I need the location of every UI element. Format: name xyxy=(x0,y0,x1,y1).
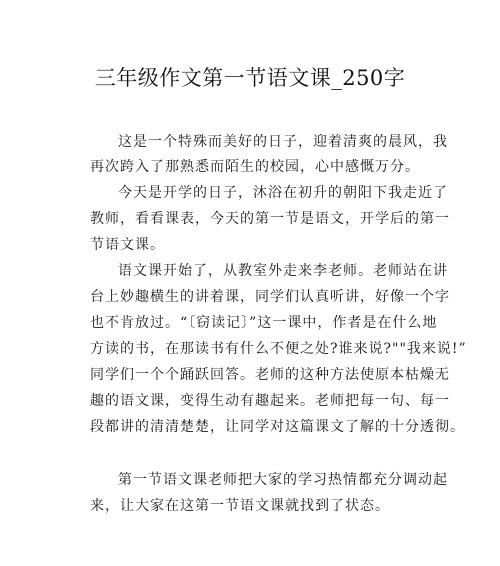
paragraph-line: 方读的书，在那读书有什么不便之处?谁来说?""我来说!” xyxy=(90,341,467,357)
paragraph-line: 台上妙趣横生的讲着课，同学们认真听讲，好像一个字 xyxy=(90,289,450,305)
paragraph-line: 第一节语文课老师把大家的学习热情都充分调动起 xyxy=(118,472,448,488)
document-title: 三年级作文第一节语文课_250字 xyxy=(94,66,406,90)
paragraph-line: 段都讲的清清楚楚，让同学对这篇课文了解的十分透彻。 xyxy=(90,419,465,435)
paragraph-line: 节语文课。 xyxy=(90,237,165,253)
paragraph-line: 也不肯放过。“〔窃读记〕”这一课中，作者是在什么地 xyxy=(90,315,438,331)
paragraph-line: 这是一个特殊而美好的日子，迎着清爽的晨风，我 xyxy=(118,134,448,150)
paragraph-line: 同学们一个个踊跃回答。老师的这种方法使原本枯燥无 xyxy=(90,367,450,383)
paragraph-line: 今天是开学的日子，沐浴在初升的朝阳下我走近了 xyxy=(118,185,448,201)
paragraph-line: 再次跨入了那熟悉而陌生的校园，心中感慨万分。 xyxy=(90,159,420,175)
paragraph-line: 来，让大家在这第一节语文课就找到了状态。 xyxy=(90,498,390,514)
paragraph-line: 趣的语文课，变得生动有趣起来。老师把每一句、每一 xyxy=(90,393,450,409)
paragraph-line: 语文课开始了，从教室外走来李老师。老师站在讲 xyxy=(118,263,448,279)
paragraph-line: 教师，看看课表，今天的第一节是语文，开学后的第一 xyxy=(90,211,450,227)
